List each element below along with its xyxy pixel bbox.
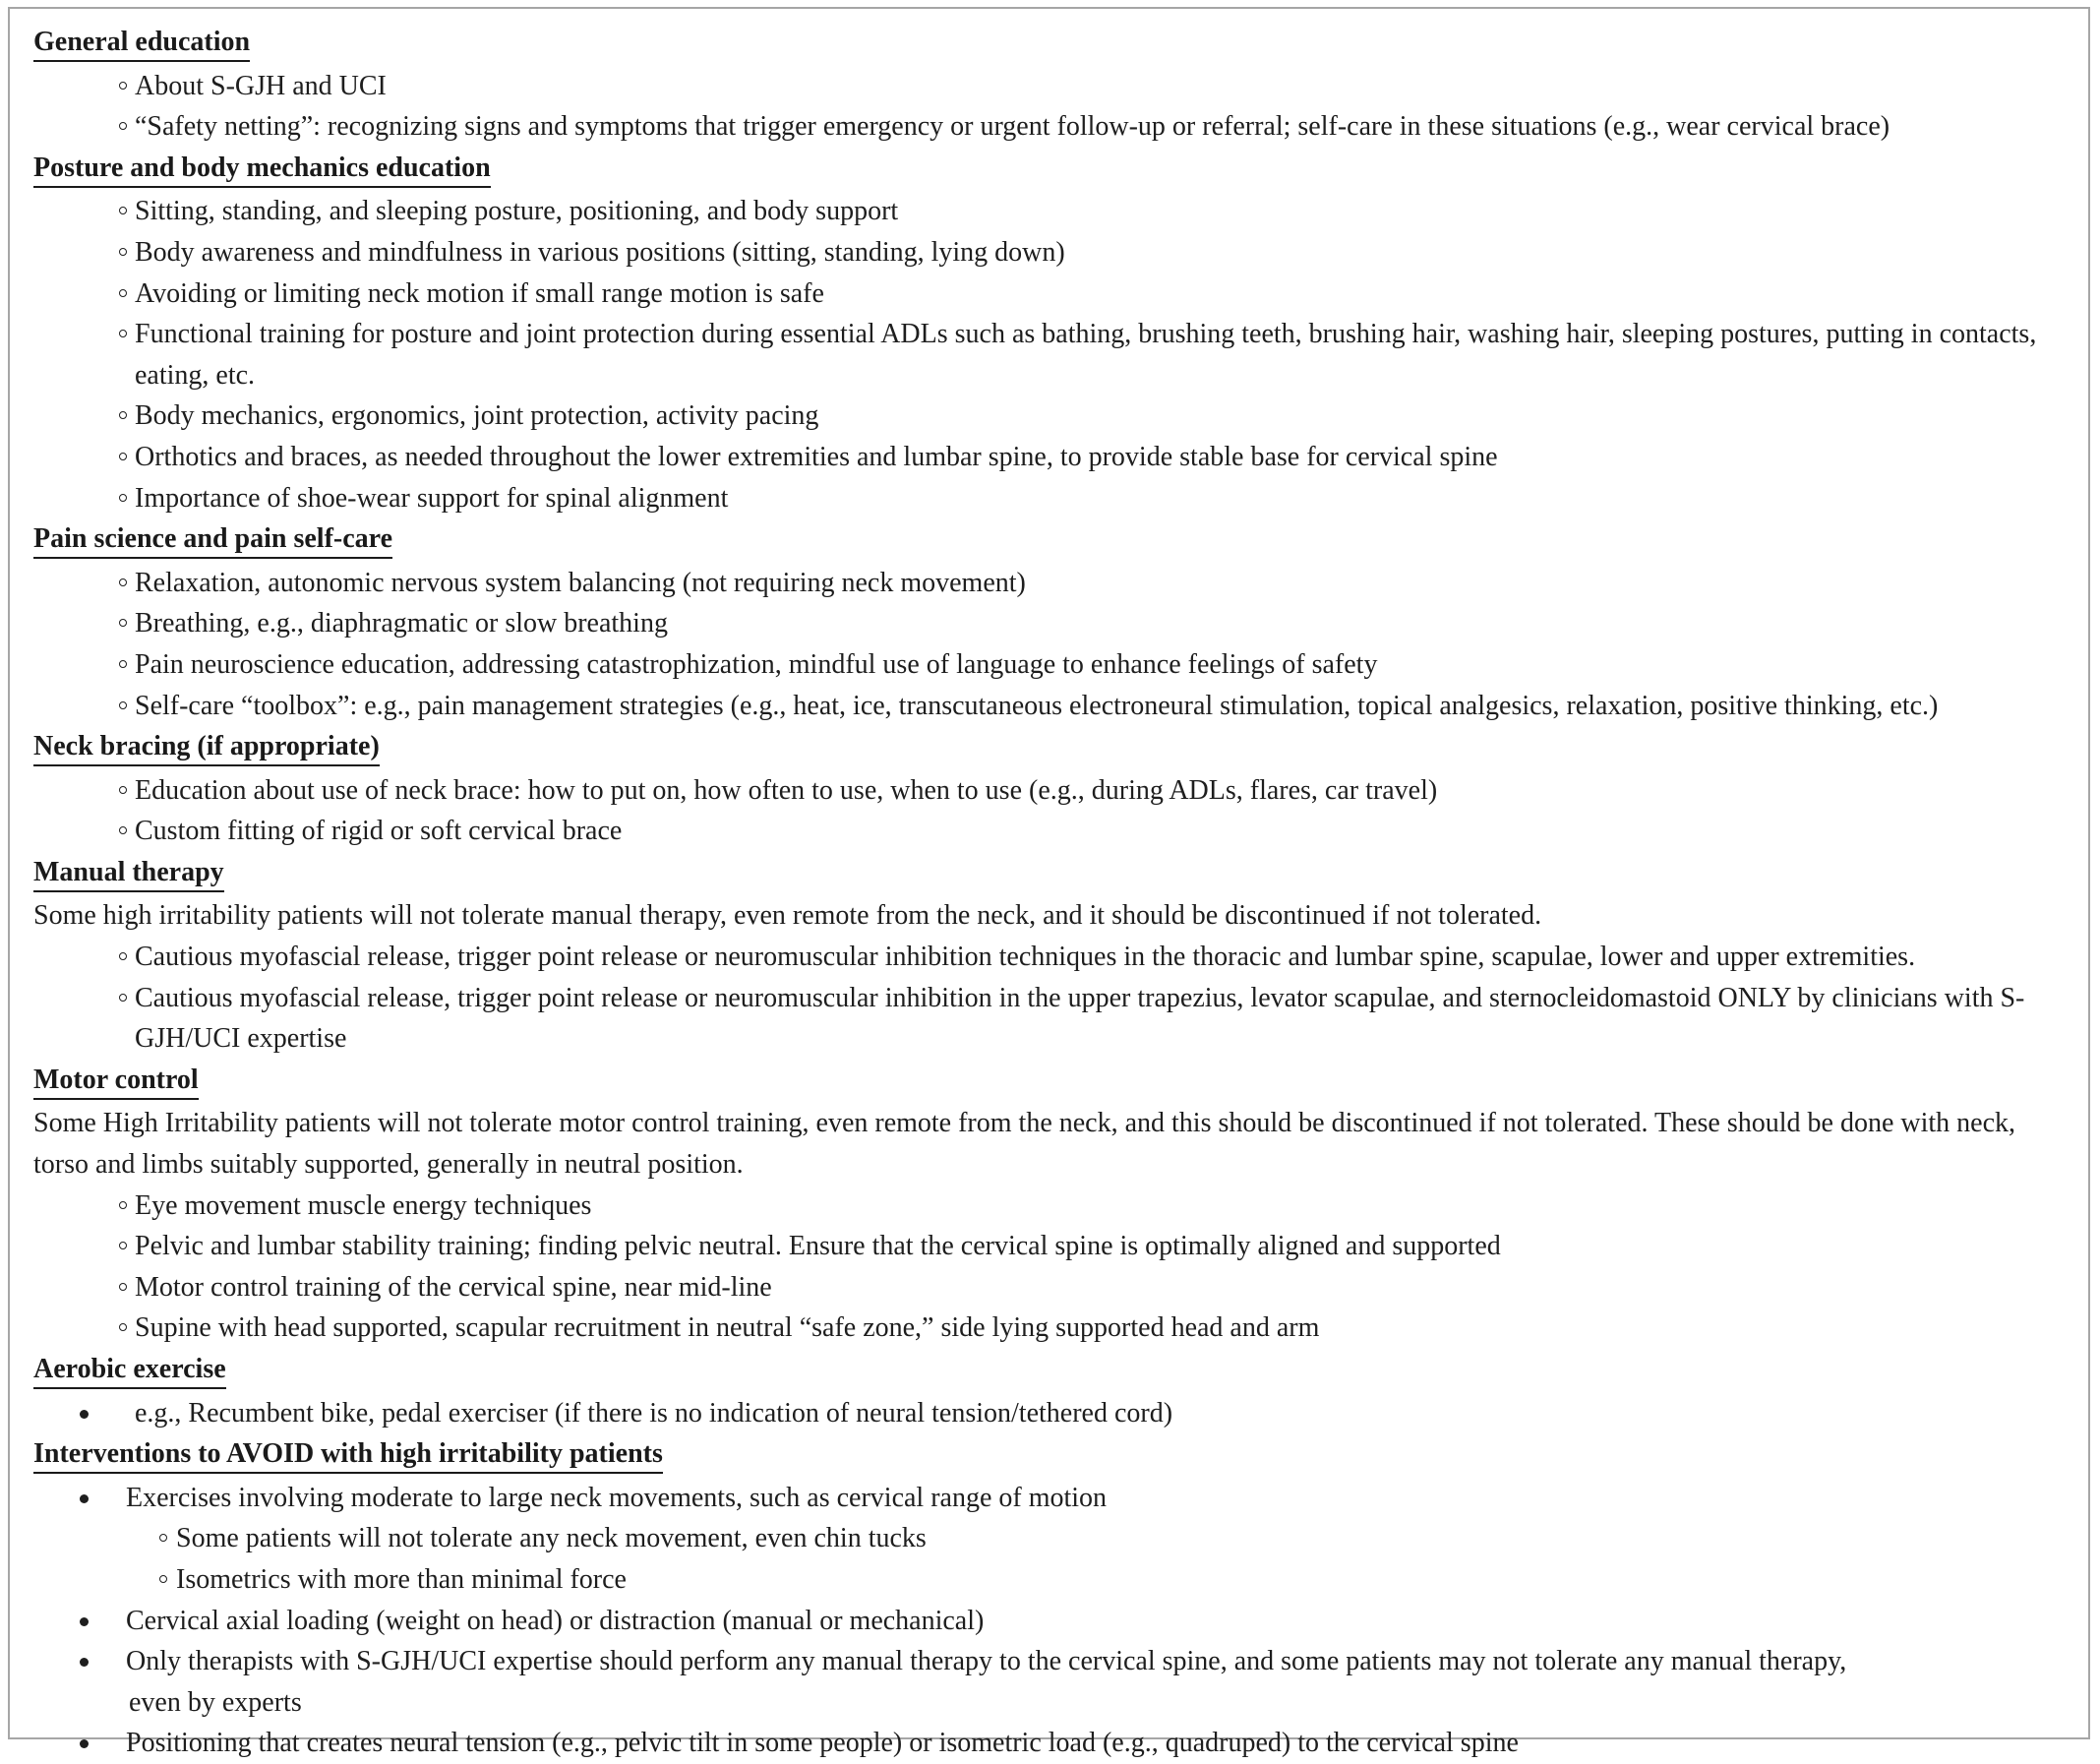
circle-bullet-icon [119, 826, 127, 834]
list-item-text: Body awareness and mindfulness in various positions (sitting, standing, lying down) [135, 236, 1065, 268]
list-item-text: “Safety netting”: recognizing signs and symptoms that trigger emergency or urgent follow-up or referral; self-care in these situations (e.g., wear cervical brace) [135, 111, 1890, 143]
bullet-list [33, 1393, 2070, 1434]
list-item-text: Self-care “toolbox”: e.g., pain management strategies (e.g., heat, ice, transcutaneous electroneural stimulation, topical analgesics, relaxation, positive thinking, etc.) [135, 690, 1939, 721]
list-item-text: Cautious myofascial release, trigger point release or neuromuscular inhibition techniques in the thoracic and lumbar spine, scapulae, lower and upper extremities. [135, 942, 1916, 973]
circle-bullet-icon [119, 660, 127, 668]
section-heading: Posture and body mechanics education [33, 151, 491, 188]
list-item-text: Supine with head supported, scapular recruitment in neutral “safe zone,” side lying supported head and arm [135, 1312, 1320, 1344]
list-item [33, 603, 2070, 644]
list-item [33, 437, 2070, 478]
table-frame [8, 7, 2090, 1759]
bullet-list [33, 770, 2070, 852]
list-item-text: Some patients will not tolerate any neck movement, even chin tucks [176, 1523, 927, 1554]
list-item-text: About S-GJH and UCI [135, 70, 387, 101]
list-item [33, 978, 2070, 1060]
list-item [33, 1478, 2070, 1519]
list-item-text: Custom fitting of rigid or soft cervical brace [135, 816, 623, 847]
section-intro: Some High Irritability patients will not tolerate motor control training, even remote from the neck, and this should be discontinued if not tolerated. These should be done with neck, torso and limbs suitably supported, generally in neutral position. [33, 1108, 2016, 1181]
list-item-text: Only therapists with S-GJH/UCI expertise should perform any manual therapy to the cervical spine, and some patients may not tolerate any manual therapy, [126, 1646, 1847, 1677]
circle-bullet-icon [119, 578, 127, 586]
section-general-education [33, 22, 2070, 148]
section-posture [33, 148, 2070, 518]
list-item-text: Cautious myofascial release, trigger point release or neuromuscular inhibition in the upper trapezius, levator scapulae, and sternocleidomastoid ONLY by clinicians with S-GJH/UCI expertise [135, 982, 2025, 1055]
dot-bullet-icon [80, 1410, 89, 1419]
section-heading: General education [33, 25, 250, 62]
sub-list-item [33, 1518, 2070, 1559]
section-heading: Neck bracing (if appropriate) [33, 729, 380, 766]
dot-bullet-icon [80, 1658, 89, 1667]
section-heading: Pain science and pain self-care [33, 521, 392, 559]
list-item [33, 563, 2070, 604]
section-heading: Interventions to AVOID with high irritability patients [33, 1436, 663, 1474]
list-item-text: Pain neuroscience education, addressing catastrophization, mindful use of language to enhance feelings of safety [135, 648, 1378, 680]
circle-bullet-icon [119, 82, 127, 90]
circle-bullet-icon [119, 1201, 127, 1209]
list-item [33, 395, 2070, 437]
list-item [33, 106, 2070, 148]
list-item [33, 1226, 2070, 1267]
list-item-text: Orthotics and braces, as needed throughout the lower extremities and lumbar spine, to provide stable base for cervical spine [135, 441, 1498, 472]
section-aerobic-exercise [33, 1349, 2070, 1433]
circle-bullet-icon [119, 952, 127, 960]
list-item-text: Avoiding or limiting neck motion if small range motion is safe [135, 277, 824, 309]
dot-bullet-icon [80, 1494, 89, 1503]
list-item [33, 478, 2070, 519]
list-item [33, 314, 2070, 395]
circle-bullet-icon [119, 1283, 127, 1291]
list-item-text: Body mechanics, ergonomics, joint protection, activity pacing [135, 400, 819, 432]
circle-bullet-icon [159, 1534, 167, 1542]
list-item [33, 1641, 2070, 1682]
bullet-list [33, 191, 2070, 518]
section-neck-bracing [33, 726, 2070, 852]
list-item [33, 274, 2070, 315]
list-item-text: Isometrics with more than minimal force [176, 1563, 627, 1595]
circle-bullet-icon [119, 786, 127, 794]
list-item [33, 1601, 2070, 1642]
section-interventions-avoid [33, 1433, 2070, 1764]
list-item-text: Pelvic and lumbar stability training; finding pelvic neutral. Ensure that the cervical spine is optimally aligned and supported [135, 1231, 1501, 1262]
list-item-text: Sitting, standing, and sleeping posture, positioning, and body support [135, 196, 899, 227]
section-manual-therapy [33, 852, 2070, 1060]
section-intro: Some high irritability patients will not tolerate manual therapy, even remote from the neck, and it should be discontinued if not tolerated. [33, 900, 1542, 932]
list-item-text: even by experts [129, 1686, 302, 1718]
list-item [33, 686, 2070, 727]
document-body [33, 22, 2070, 1764]
list-item-text: Motor control training of the cervical spine, near mid-line [135, 1271, 772, 1303]
section-motor-control [33, 1060, 2070, 1349]
circle-bullet-icon [119, 248, 127, 256]
circle-bullet-icon [119, 701, 127, 709]
circle-bullet-icon [119, 1242, 127, 1249]
list-item [33, 1267, 2070, 1308]
circle-bullet-icon [119, 994, 127, 1002]
list-item [33, 1308, 2070, 1349]
list-item-text: Education about use of neck brace: how to put on, how often to use, when to use (e.g., during ADLs, flares, car travel) [135, 774, 1438, 806]
list-item-text: e.g., Recumbent bike, pedal exerciser (if there is no indication of neural tension/tethered cord) [135, 1397, 1173, 1429]
list-item [33, 191, 2070, 232]
section-heading: Manual therapy [33, 855, 224, 892]
circle-bullet-icon [119, 494, 127, 502]
list-item-text: Exercises involving moderate to large neck movements, such as cervical range of motion [126, 1482, 1108, 1513]
list-item-text: Importance of shoe-wear support for spinal alignment [135, 482, 729, 514]
list-item [33, 811, 2070, 852]
circle-bullet-icon [119, 330, 127, 337]
circle-bullet-icon [119, 122, 127, 130]
list-item [33, 1393, 2070, 1434]
section-heading: Motor control [33, 1063, 199, 1100]
circle-bullet-icon [119, 411, 127, 419]
dot-bullet-icon [80, 1739, 89, 1748]
list-item-text: Relaxation, autonomic nervous system balancing (not requiring neck movement) [135, 567, 1026, 598]
bullet-list [33, 1186, 2070, 1349]
dot-bullet-icon [80, 1617, 89, 1626]
section-pain-science [33, 518, 2070, 726]
circle-bullet-icon [119, 289, 127, 297]
list-item-text: Breathing, e.g., diaphragmatic or slow breathing [135, 608, 668, 639]
list-item-text: Eye movement muscle energy techniques [135, 1189, 592, 1221]
list-item-continuation [33, 1682, 2070, 1724]
list-item [33, 1723, 2070, 1764]
list-item-text: Positioning that creates neural tension (e.g., pelvic tilt in some people) or isometric load (e.g., quadruped) to the cervical spine [126, 1728, 1519, 1759]
circle-bullet-icon [119, 1323, 127, 1331]
bullet-list [33, 1478, 2070, 1764]
list-item [33, 66, 2070, 107]
circle-bullet-icon [119, 207, 127, 214]
bullet-list [33, 563, 2070, 726]
list-item [33, 644, 2070, 686]
bullet-list [33, 66, 2070, 148]
sub-list-item [33, 1559, 2070, 1601]
list-item [33, 770, 2070, 812]
section-heading: Aerobic exercise [33, 1352, 226, 1389]
circle-bullet-icon [119, 619, 127, 627]
bullet-list [33, 937, 2070, 1060]
list-item-text: Cervical axial loading (weight on head) or distraction (manual or mechanical) [126, 1605, 985, 1636]
list-item [33, 232, 2070, 274]
list-item-text: Functional training for posture and joint protection during essential ADLs such as bathing, brushing teeth, brushing hair, washing hair, sleeping postures, putting in contacts, eating, etc. [135, 319, 2037, 391]
circle-bullet-icon [159, 1575, 167, 1583]
list-item [33, 937, 2070, 978]
circle-bullet-icon [119, 453, 127, 460]
list-item [33, 1186, 2070, 1227]
